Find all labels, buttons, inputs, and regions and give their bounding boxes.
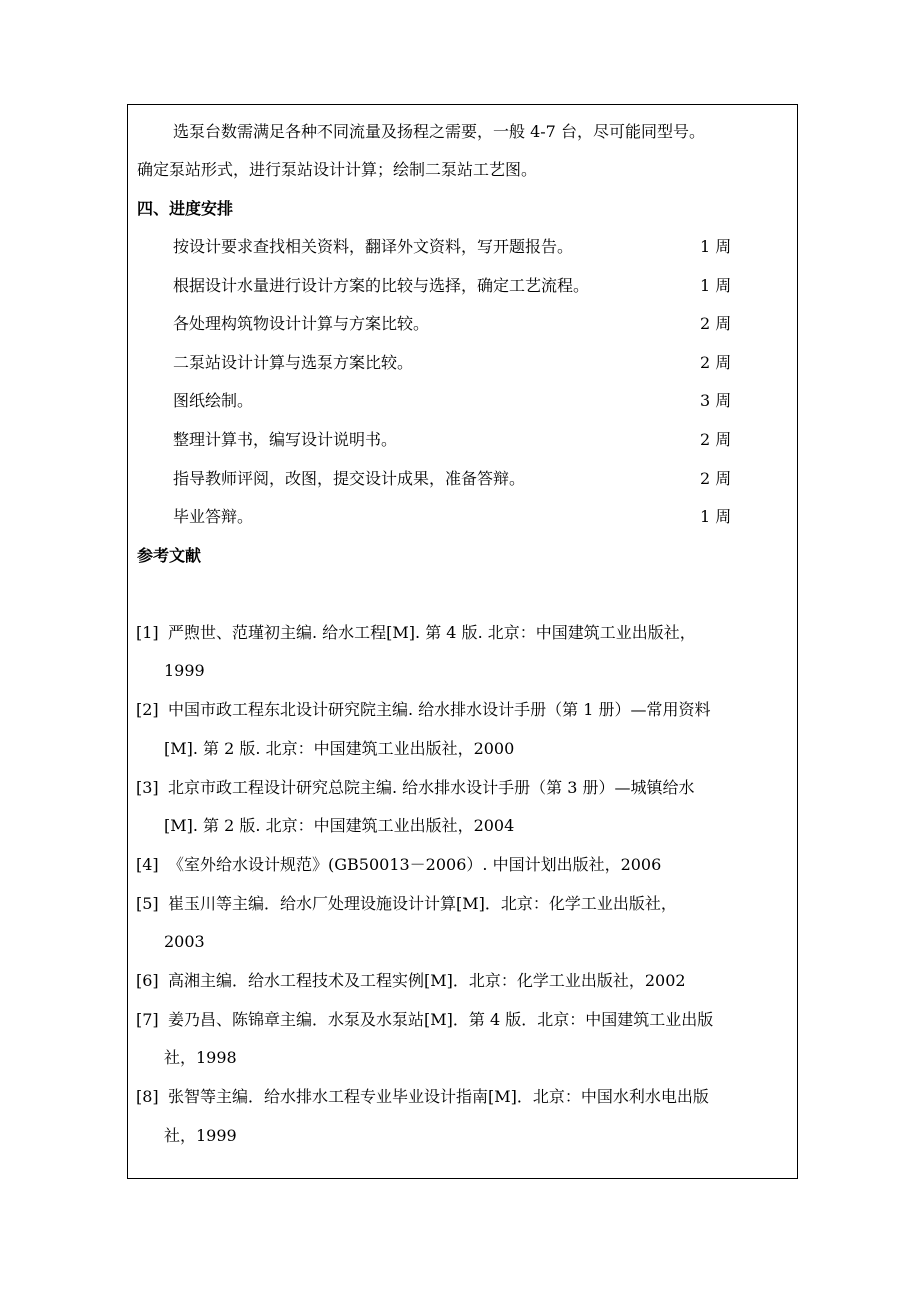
reference-continuation: 1999	[164, 661, 205, 680]
schedule-duration: 3 周	[700, 391, 732, 410]
schedule-heading: 四、进度安排	[137, 199, 234, 218]
schedule-duration: 1 周	[700, 237, 732, 256]
reference-continuation: 2003	[164, 932, 205, 951]
reference-text: 张智等主编．给水排水工程专业毕业设计指南[M]．北京：中国水利水电出版	[168, 1087, 709, 1106]
schedule-task: 根据设计水量进行设计方案的比较与选择，确定工艺流程。	[173, 276, 590, 295]
reference-number: [5]	[136, 894, 159, 913]
reference-text: 高湘主编．给水工程技术及工程实例[M]．北京：化学工业出版社，2002	[168, 971, 686, 990]
reference-text: 姜乃昌、陈锦章主编．水泵及水泵站[M]．第 4 版．北京：中国建筑工业出版	[168, 1010, 714, 1029]
schedule-duration: 2 周	[700, 353, 732, 372]
reference-text: 《室外给水设计规范》(GB50013－2006）. 中国计划出版社，2006	[168, 855, 662, 874]
schedule-duration: 1 周	[700, 507, 732, 526]
reference-continuation: [M]. 第 2 版. 北京：中国建筑工业出版社，2004	[164, 816, 515, 835]
reference-continuation: 社，1999	[164, 1126, 237, 1145]
reference-text: 严煦世、范瑾初主编. 给水工程[M]. 第 4 版. 北京：中国建筑工业出版社，	[168, 623, 696, 642]
reference-number: [4]	[136, 855, 159, 874]
reference-text: 崔玉川等主编．给水厂处理设施设计计算[M]．北京：化学工业出版社，	[168, 894, 677, 913]
schedule-task: 指导教师评阅，改图，提交设计成果，准备答辩。	[173, 469, 526, 488]
reference-text: 中国市政工程东北设计研究院主编. 给水排水设计手册（第 1 册）—常用资料	[168, 700, 711, 719]
intro-line-2: 确定泵站形式，进行泵站设计计算；绘制二泵站工艺图。	[137, 160, 538, 179]
schedule-duration: 2 周	[700, 469, 732, 488]
schedule-task: 图纸绘制。	[173, 391, 254, 410]
reference-number: [1]	[136, 623, 159, 642]
schedule-task: 整理计算书，编写设计说明书。	[173, 430, 398, 449]
schedule-task: 各处理构筑物设计计算与方案比较。	[173, 314, 430, 333]
reference-number: [2]	[136, 700, 159, 719]
reference-number: [8]	[136, 1087, 159, 1106]
schedule-task: 按设计要求查找相关资料，翻译外文资料，写开题报告。	[173, 237, 574, 256]
reference-number: [7]	[136, 1010, 159, 1029]
schedule-duration: 2 周	[700, 430, 732, 449]
reference-text: 北京市政工程设计研究总院主编. 给水排水设计手册（第 3 册）—城镇给水	[168, 778, 695, 797]
intro-line-1: 选泵台数需满足各种不同流量及扬程之需要，一般 4-7 台，尽可能同型号。	[173, 122, 705, 141]
reference-continuation: [M]. 第 2 版. 北京：中国建筑工业出版社，2000	[164, 739, 515, 758]
references-heading: 参考文献	[137, 546, 202, 565]
schedule-task: 二泵站设计计算与选泵方案比较。	[173, 353, 414, 372]
reference-number: [6]	[136, 971, 159, 990]
schedule-duration: 1 周	[700, 276, 732, 295]
reference-number: [3]	[136, 778, 159, 797]
schedule-duration: 2 周	[700, 314, 732, 333]
reference-continuation: 社，1998	[164, 1048, 237, 1067]
schedule-task: 毕业答辩。	[173, 507, 254, 526]
